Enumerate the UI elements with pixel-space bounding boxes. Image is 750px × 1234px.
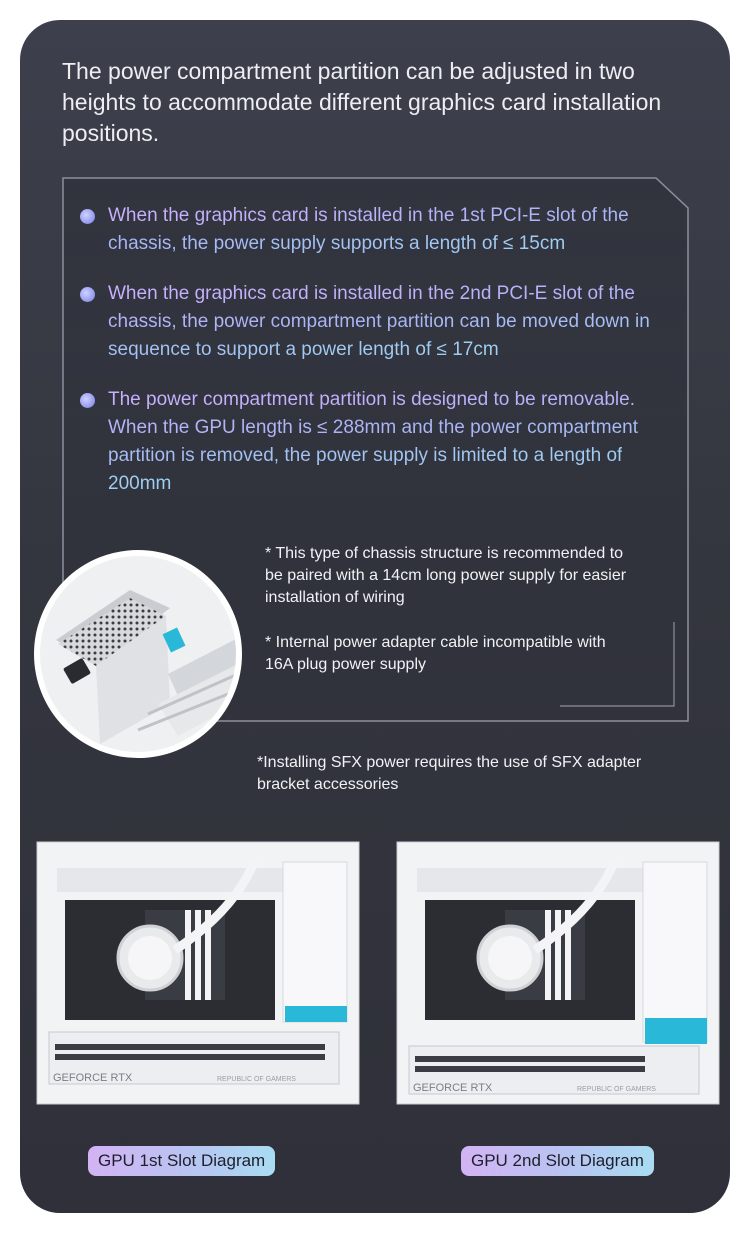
gpu-model-label: GEFORCE RTX — [413, 1082, 493, 1094]
chassis-slot1-image — [35, 840, 361, 1106]
bullet-text: When the graphics card is installed in the 1st PCI-E slot of the chassis, the power supply supports a length of ≤ 15cm — [108, 205, 629, 254]
bullet-dot-icon — [80, 393, 95, 408]
intro-text: The power compartment partition can be adjusted in two heights to accommodate different graphics card installation positions. — [62, 58, 662, 146]
bullet-dot-icon — [80, 287, 95, 302]
gpu-brand-label: REPUBLIC OF GAMERS — [217, 1076, 296, 1083]
adapter-cable-note: * Internal power adapter cable incompatible with 16A plug power supply — [265, 634, 606, 673]
bullet-dot-icon — [80, 209, 95, 224]
feature-bullet-list — [80, 202, 680, 520]
recommendation-note: * This type of chassis structure is recommended to be paired with a 14cm long power supply for easier installation of wiring — [265, 545, 627, 606]
bullet-text: When the graphics card is installed in the 2nd PCI-E slot of the chassis, the power compartment partition can be moved down in sequence to support a power length of ≤ 17cm — [108, 283, 650, 360]
psu-closeup-ring — [33, 549, 243, 759]
list-item — [80, 386, 680, 498]
slot2-caption: GPU 2nd Slot Diagram — [461, 1146, 654, 1176]
gpu-brand-label: REPUBLIC OF GAMERS — [577, 1086, 656, 1093]
list-item — [80, 202, 680, 258]
chassis-slot2-image — [395, 840, 721, 1106]
sfx-note: *Installing SFX power requires the use of SFX adapter bracket accessories — [257, 754, 642, 793]
gpu-model-label: GEFORCE RTX — [53, 1072, 133, 1084]
feature-card — [20, 20, 730, 1213]
bullet-text: The power compartment partition is designed to be removable. When the GPU length is ≤ 288mm and the power compartment partition is removed, the power supply is limited to a length of 200mm — [108, 389, 639, 494]
slot1-caption: GPU 1st Slot Diagram — [88, 1146, 275, 1176]
list-item — [80, 280, 680, 364]
